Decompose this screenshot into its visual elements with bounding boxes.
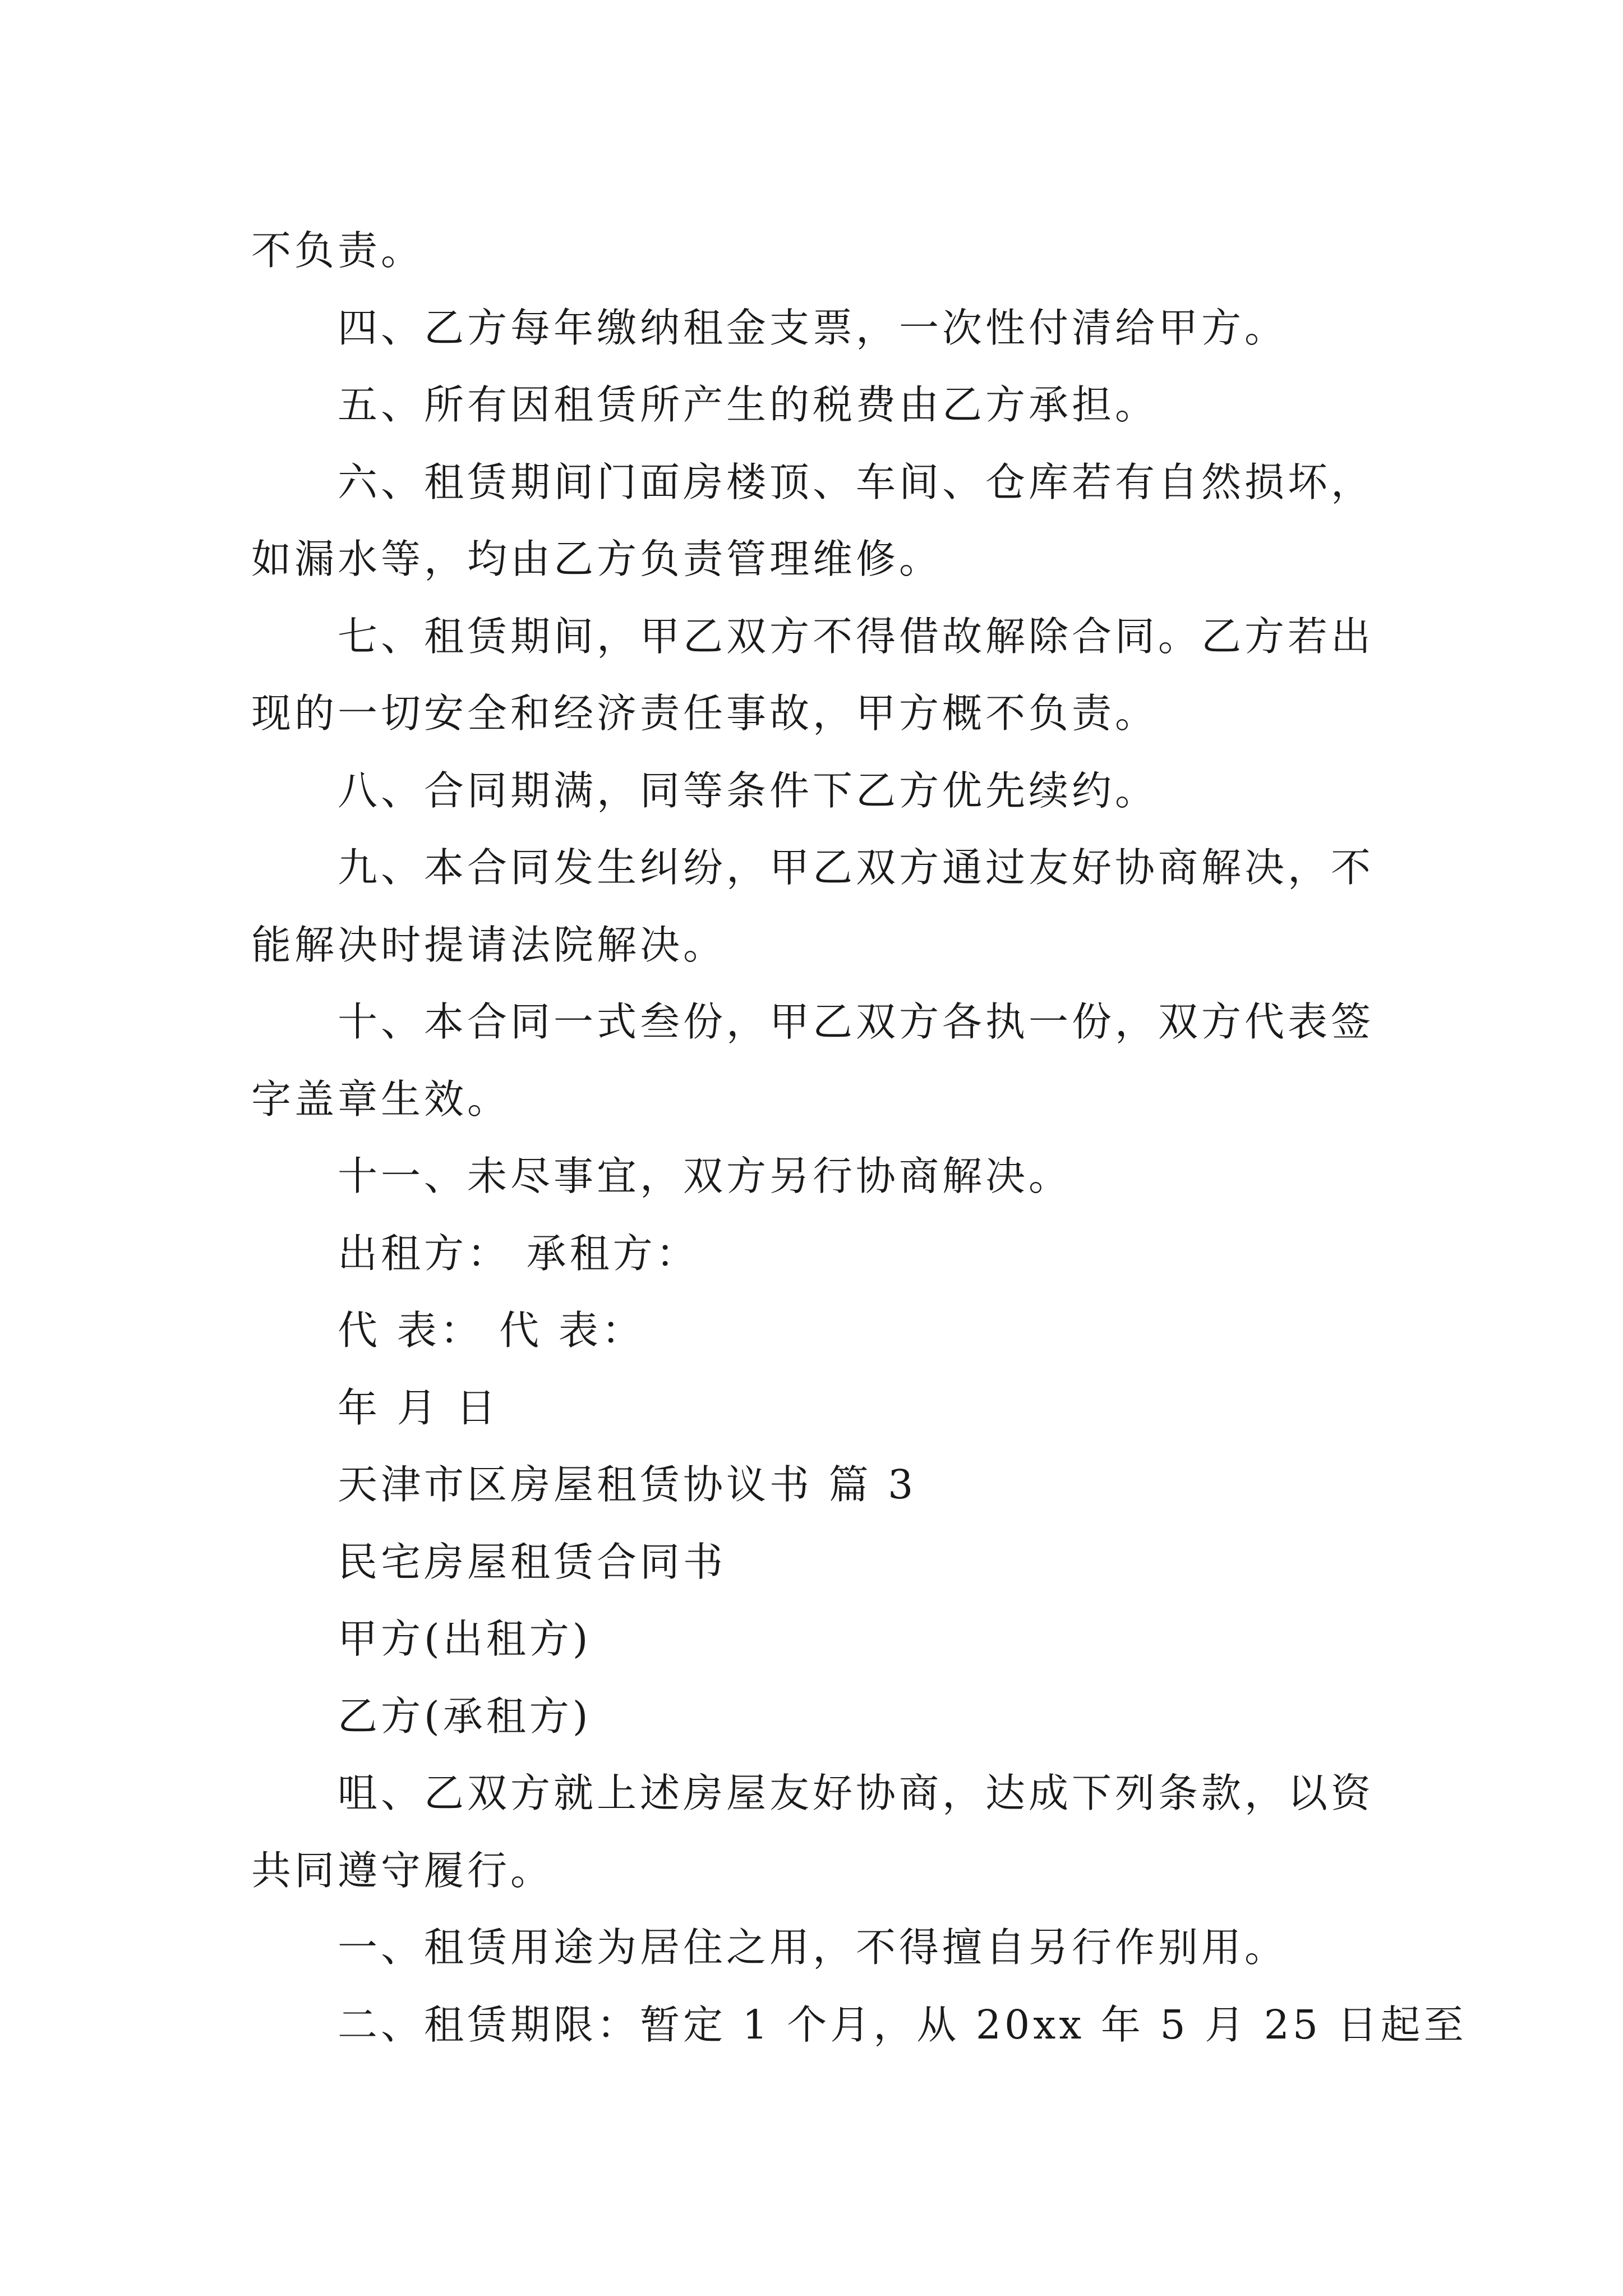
text-line: 二、租赁期限：暂定 1 个月，从 20xx 年 5 月 25 日起至	[338, 2001, 1467, 2048]
text-line: 出租方： 承租方：	[338, 1230, 699, 1277]
text-line: 十一、未尽事宜，双方另行协商解决。	[338, 1153, 1072, 1199]
text-line: 六、租赁期间门面房楼顶、车间、仓库若有自然损坏，	[338, 458, 1375, 505]
text-line: 十、本合同一式叁份，甲乙双方各执一份，双方代表签	[338, 999, 1375, 1045]
document-body	[251, 212, 1467, 2063]
text-line: 甲方(出租方)	[338, 1616, 592, 1662]
text-line: 九、本合同发生纠纷，甲乙双方通过友好协商解决，不	[338, 844, 1375, 891]
text-line: 如漏水等，均由乙方负责管理维修。	[251, 536, 943, 582]
text-line: 共同遵守履行。	[251, 1847, 554, 1894]
text-line: 八、合同期满，同等条件下乙方优先续约。	[338, 767, 1159, 814]
text-line: 年 月 日	[338, 1384, 500, 1431]
text-line: 咀、乙双方就上述房屋友好协商，达成下列条款，以资	[338, 1770, 1375, 1816]
text-line: 民宅房屋租赁合同书	[338, 1538, 727, 1585]
text-line: 五、所有因租赁所产生的税费由乙方承担。	[338, 381, 1159, 428]
text-line: 天津市区房屋租赁协议书 篇 3	[338, 1461, 917, 1508]
text-line: 不负责。	[251, 227, 425, 274]
text-line: 能解决时提请法院解决。	[251, 921, 727, 968]
text-line: 一、租赁用途为居住之用，不得擅自另行作别用。	[338, 1924, 1288, 1971]
text-line: 七、租赁期间，甲乙双方不得借故解除合同。乙方若出	[338, 613, 1375, 660]
text-line: 字盖章生效。	[251, 1075, 511, 1122]
text-line: 现的一切安全和经济责任事故，甲方概不负责。	[251, 690, 1159, 737]
text-line: 代 表： 代 表：	[338, 1307, 645, 1354]
text-line: 四、乙方每年缴纳租金支票，一次性付清给甲方。	[338, 304, 1288, 351]
text-line: 乙方(承租方)	[338, 1692, 592, 1740]
